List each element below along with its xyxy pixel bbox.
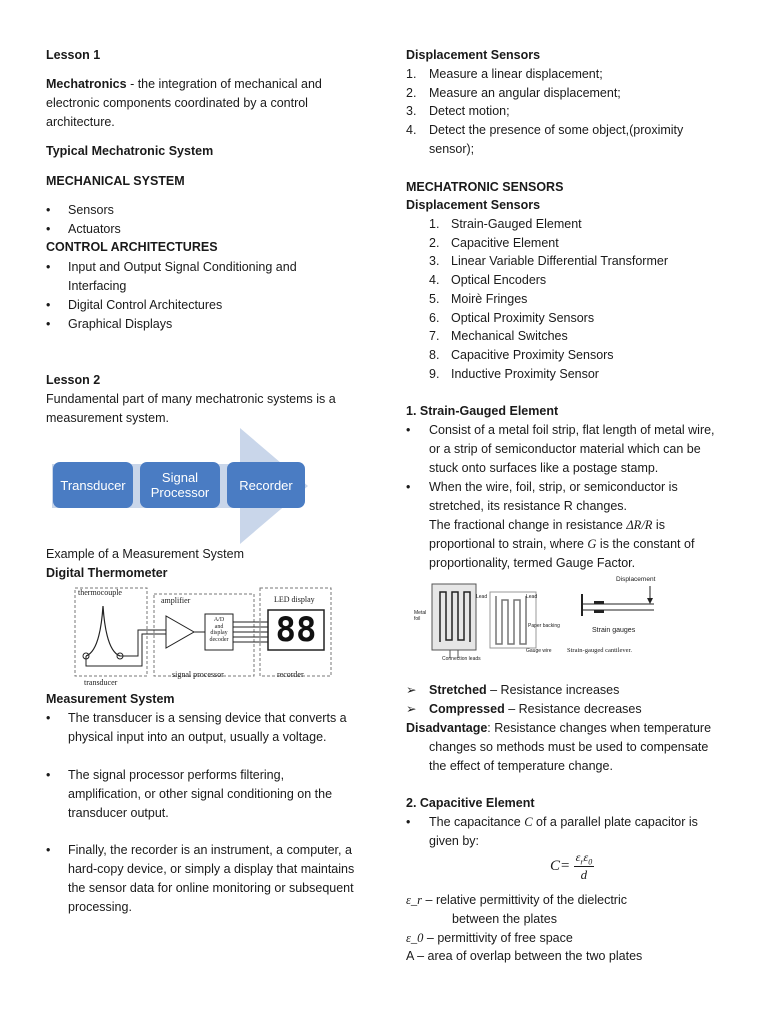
list-item: • The transducer is a sensing device that converts a (46, 709, 347, 727)
example-caption: Example of a Measurement System (46, 547, 244, 561)
text-line: physical input into an output, usually a voltage. (68, 730, 327, 744)
paper-backing-label: Paper backing (528, 623, 560, 629)
strain-gauged-heading: 1. Strain-Gauged Element (406, 404, 559, 418)
list-item: • The capacitance C of a parallel plate capacitor is (406, 813, 698, 831)
led-digits: 88 (275, 610, 317, 650)
mechatronics-definition: Mechatronics - the integration of mechanical and (46, 77, 322, 91)
sensor-item: 4. Optical Encoders (429, 273, 547, 287)
sensor-item: 5. Moirè Fringes (429, 292, 528, 306)
led-display-label: LED display (274, 595, 315, 604)
text-line: or a strip of semiconductor material which can be (429, 442, 701, 456)
text-line: stretched, its resistance R changes. (429, 499, 628, 513)
strain-gauges-label: Strain gauges (592, 627, 636, 634)
text-line: given by: (429, 834, 480, 848)
disadvantage-line: Disadvantage: Resistance changes when temperature (406, 721, 712, 735)
gauge-wire-label: Gauge wire (526, 648, 552, 654)
signal-processor-box: Signal Processor (140, 462, 220, 508)
text-line: processing. (68, 900, 132, 914)
recorder-label: recorder (277, 670, 304, 679)
list-item: • Consist of a metal foil strip, flat length of metal wire, (406, 421, 715, 439)
sensor-item: 6. Optical Proximity Sensors (429, 311, 595, 325)
signal-processor-label: signal processor (172, 670, 224, 679)
text-line: stuck onto surfaces like a postage stamp. (429, 461, 659, 475)
definition-er: ε_r – relative permittivity of the dielectric (406, 893, 627, 907)
text-line: architecture. (46, 115, 115, 129)
measurement-system-heading: Measurement System (46, 692, 175, 706)
connection-leads-label: Connection leads (442, 656, 481, 662)
control-arch-heading: CONTROL ARCHITECTURES (46, 240, 218, 254)
text-line: hard-copy device, or simply a display that maintains (68, 862, 355, 876)
text-line: The fractional change in resistance ΔR/R is (429, 518, 665, 532)
thermometer-figure (72, 586, 334, 688)
measurement-flow-diagram (46, 428, 311, 544)
list-item: • Digital Control Architectures (46, 296, 222, 314)
lead-label: Lead (526, 594, 538, 600)
displacement-heading: Displacement Sensors (406, 48, 541, 62)
list-item: 3. Detect motion; (406, 104, 510, 118)
compressed-item: ➢ Compressed – Resistance decreases (406, 702, 642, 716)
sensor-item: 8. Capacitive Proximity Sensors (429, 348, 614, 362)
sensor-item: 3. Linear Variable Differential Transformer (429, 254, 668, 268)
list-item: • Input and Output Signal Conditioning and (46, 258, 297, 276)
list-item: 1. Measure a linear displacement; (406, 67, 603, 81)
list-item: • Actuators (46, 220, 121, 238)
list-item: 2. Measure an angular displacement; (406, 86, 621, 100)
capacitive-heading: 2. Capacitive Element (406, 796, 535, 810)
lesson2-heading: Lesson 2 (46, 373, 101, 387)
displacement-heading-2: Displacement Sensors (406, 198, 541, 212)
text-line: between the plates (452, 912, 557, 926)
list-item: • When the wire, foil, strip, or semiconductor is (406, 478, 678, 496)
strain-gauge-figure (412, 574, 662, 666)
text-line: electronic components coordinated by a control (46, 96, 308, 110)
capacitance-equation: C= $\frac{\varepsilon_r\varepsilon_0}{d}$ (550, 850, 593, 883)
sensor-item: 2. Capacitive Element (429, 236, 559, 250)
text-line: amplification, or other signal conditioning on the (68, 787, 333, 801)
ad-decoder-label: A/D and display decoder (209, 617, 229, 643)
list-item: • Sensors (46, 201, 114, 219)
text-line: changes so methods must be used to compensate (429, 740, 709, 754)
sensor-item: 9. Inductive Proximity Sensor (429, 367, 599, 381)
sensor-item: 7. Mechanical Switches (429, 329, 568, 343)
text-line: proportionality, termed Gauge Factor. (429, 556, 636, 570)
mechatronic-sensors-heading: MECHATRONIC SENSORS (406, 180, 564, 194)
text-line: the effect of temperature change. (429, 759, 613, 773)
cantilever-caption: Strain-gauged cantilever. (567, 647, 632, 654)
lead-label: Lead (476, 594, 488, 600)
displacement-label: Displacement (616, 576, 656, 583)
thermometer-heading: Digital Thermometer (46, 566, 168, 580)
stretched-item: ➢ Stretched – Resistance increases (406, 683, 620, 697)
definition-a: A – area of overlap between the two plates (406, 949, 643, 963)
text-line: sensor); (429, 142, 475, 156)
list-item: • The signal processor performs filtering, (46, 766, 284, 784)
recorder-box: Recorder (227, 462, 305, 508)
list-item: 4. Detect the presence of some object,(proximity (406, 123, 684, 137)
text-line: measurement system. (46, 411, 169, 425)
list-item: • Graphical Displays (46, 315, 172, 333)
definition-e0: ε_0 – permittivity of free space (406, 931, 573, 945)
thermocouple-label: thermocouple (78, 588, 122, 597)
text-line: Interfacing (68, 279, 127, 293)
text-line: transducer output. (68, 806, 169, 820)
transducer-box: Transducer (53, 462, 133, 508)
text-line: Fundamental part of many mechatronic systems is a (46, 392, 336, 406)
transducer-label: transducer (84, 678, 118, 687)
metal-foil-label: Metal foil (414, 610, 427, 622)
list-item: • Finally, the recorder is an instrument, a computer, a (46, 841, 352, 859)
sensor-item: 1. Strain-Gauged Element (429, 217, 582, 231)
typical-heading: Typical Mechatronic System (46, 144, 214, 158)
text-line: proportional to strain, where G is the constant of (429, 537, 695, 551)
text-line: the sensor data for online monitoring or subsequent (68, 881, 354, 895)
lesson1-heading: Lesson 1 (46, 48, 101, 62)
mechanical-system-heading: MECHANICAL SYSTEM (46, 174, 185, 188)
amplifier-label: amplifier (161, 596, 191, 605)
